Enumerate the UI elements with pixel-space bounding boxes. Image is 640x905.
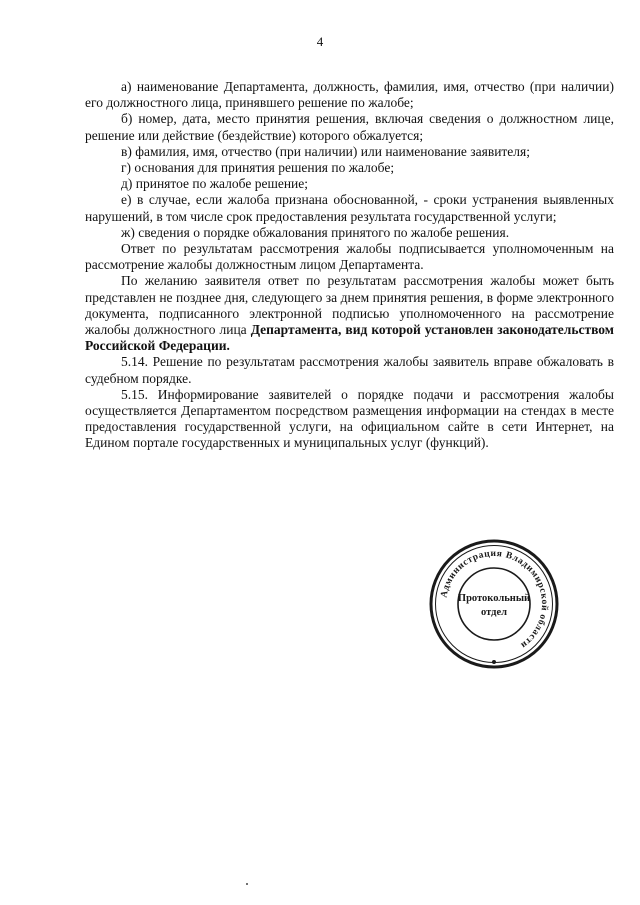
section-5-14: 5.14. Решение по результатам рассмотрения жалобы заявитель вправе обжаловать в судебном порядке. bbox=[85, 354, 614, 386]
paragraph-answer-electronic bbox=[85, 273, 614, 354]
stamp-center-line2: отдел bbox=[481, 607, 507, 618]
list-item-zh: ж) сведения о порядке обжалования принятого по жалобе решения. bbox=[121, 224, 510, 240]
stamp-inner-ring bbox=[458, 568, 530, 640]
list-item-e: е) в случае, если жалоба признана обоснованной, - сроки устранения выявленных нарушений, в том числе срок предоставления результата государственной услуги; bbox=[85, 192, 614, 224]
list-item-v: в) фамилия, имя, отчество (при наличии) или наименование заявителя; bbox=[121, 143, 531, 159]
official-stamp bbox=[428, 538, 560, 670]
list-item-a: а) наименование Департамента, должность, фамилия, имя, отчество (при наличии) его должностного лица, принявшего решение по жалобе; bbox=[85, 79, 614, 111]
stamp-outer-inner-ring bbox=[436, 546, 553, 663]
scan-speck bbox=[246, 883, 248, 885]
document-body bbox=[85, 79, 614, 452]
list-item-g: г) основания для принятия решения по жалобе; bbox=[121, 160, 395, 176]
stamp-graphic bbox=[428, 538, 560, 670]
stamp-outer-ring bbox=[431, 541, 557, 667]
stamp-center-line1: Протокольный bbox=[457, 593, 531, 604]
list-item-b: б) номер, дата, место принятия решения, включая сведения о должностном лице, решение или действие (бездействие) которого обжалуется; bbox=[85, 111, 614, 143]
stamp-bottom-dot bbox=[492, 660, 496, 664]
list-item-d: д) принятое по жалобе решение; bbox=[121, 176, 309, 192]
section-5-15: 5.15. Информирование заявителей о порядке подачи и рассмотрения жалобы осуществляется Департаментом посредством размещения информации на стендах в месте предоставления государственной услуги, на официальном сайте в сети Интернет, на Едином портале государственных и муниципальных услуг (функций). bbox=[85, 386, 614, 451]
stamp-ring-text: Администрация Владимирской области bbox=[439, 548, 550, 651]
paragraph-answer-signed: Ответ по результатам рассмотрения жалобы подписывается уполномоченным на рассмотрение жалобы должностным лицом Департамента. bbox=[85, 241, 614, 273]
page-number: 4 bbox=[316, 34, 324, 49]
paragraph-answer-electronic-tail: Департамента, вид которой установлен законодательством Российской Федерации. bbox=[85, 322, 614, 354]
paragraph-answer-electronic-lead: По желанию заявителя ответ по результатам рассмотрения жалобы может быть представлен не позднее дня, следующего за днем принятия решения, в форме электронного документа, подписанного электронной подписью уполномоченного на рассмотрение жалобы должностного лица bbox=[85, 273, 614, 338]
